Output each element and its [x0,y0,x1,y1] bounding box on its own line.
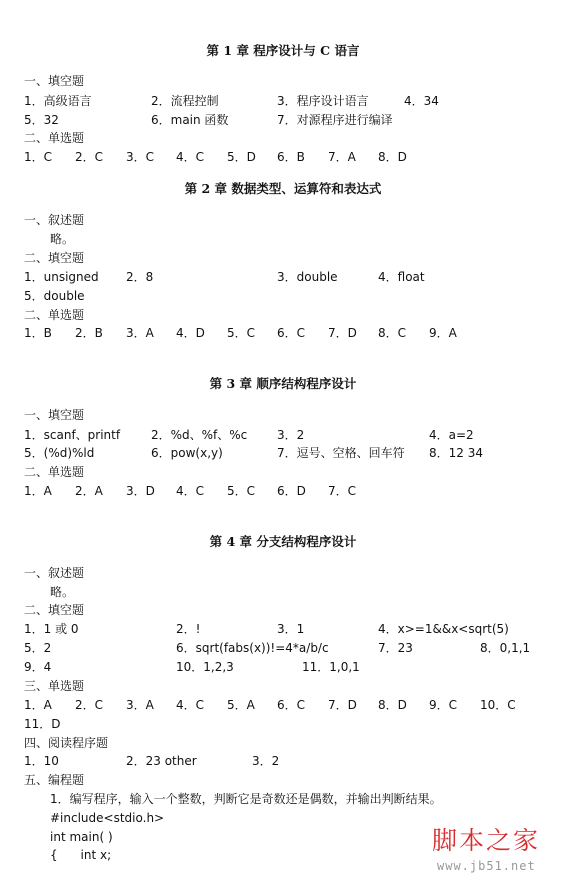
answer: 8．C [378,326,407,340]
answer: 6．C [277,698,306,712]
section-choice: 二、单选题 [24,465,85,479]
answer: 1．C [24,150,53,164]
watermark-logo: 脚本之家 [432,826,541,855]
watermark-url: www.jb51.net [437,859,536,873]
answer: 4．34 [404,94,439,108]
section-fill: 一、填空题 [24,408,85,422]
code-line: int main( ) [50,830,113,844]
answer: 3．D [126,484,155,498]
section-read: 四、阅读程序题 [24,736,109,750]
answer: 2．C [75,698,104,712]
answer: 4．C [176,698,205,712]
section-desc: 一、叙述题 [24,566,85,580]
answer: 5．C [227,326,256,340]
answer: 10．C [480,698,516,712]
answer: 8．D [378,150,407,164]
answer: 1．unsigned [24,270,99,284]
answer: 2．23 other [126,754,197,768]
answer: 8．12 34 [429,446,483,460]
answer: 5．2 [24,641,52,655]
answer: 6．D [277,484,306,498]
answer: 6．C [277,326,306,340]
answer: 2．! [176,622,201,636]
answer: 4．C [176,150,205,164]
answer: 7．D [328,326,357,340]
answer: 9．A [429,326,457,340]
answer: 1．高级语言 [24,94,92,108]
answer: 11．1,0,1 [302,660,360,674]
section-choice: 二、单选题 [24,131,85,145]
answer: 3．double [277,270,338,284]
answer: 8．0,1,1 [480,641,531,655]
answer: 3．程序设计语言 [277,94,369,108]
omit-text: 略。 [50,585,75,599]
answer: 6．main 函数 [151,113,229,127]
answer: 1．A [24,484,52,498]
omit-text: 略。 [50,232,75,246]
answer: 2．%d、%f、%c [151,428,248,442]
answer: 4．a=2 [429,428,474,442]
answer: 9．C [429,698,458,712]
answer: 3．A [126,326,154,340]
chapter-2-title: 第 2 章 数据类型、运算符和表达式 [184,181,382,196]
answer: 7．A [328,150,356,164]
answer: 1．A [24,698,52,712]
answer: 2．C [75,150,104,164]
answer: 4．D [176,326,205,340]
answer: 6．B [277,150,305,164]
answer: 5．32 [24,113,59,127]
section-choice: 三、单选题 [24,679,85,693]
answer: 3．C [126,150,155,164]
answer: 6．pow(x,y) [151,446,223,460]
chapter-4-title: 第 4 章 分支结构程序设计 [209,534,357,549]
answer: 4．float [378,270,425,284]
answer: 3．1 [277,622,305,636]
answer: 3．2 [277,428,305,442]
section-fill: 二、填空题 [24,251,85,265]
answer: 3．A [126,698,154,712]
chapter-1-title: 第 1 章 程序设计与 C 语言 [206,43,360,58]
code-line: #include<stdio.h> [50,811,165,825]
answer: 5．C [227,484,256,498]
answer: 1．scanf、printf [24,428,121,442]
answer: 5．(%d)%ld [24,446,95,460]
answer: 6．sqrt(fabs(x))!=4*a/b/c [176,641,329,655]
answer: 1．B [24,326,52,340]
chapter-3-title: 第 3 章 顺序结构程序设计 [209,376,357,391]
answer: 7．逗号、空格、回车符 [277,446,405,460]
answer: 4．x>=1&&x<sqrt(5) [378,622,509,636]
answer: 5．D [227,150,256,164]
program-question: 1．编写程序，输入一个整数，判断它是奇数还是偶数，并输出判断结果。 [50,792,442,806]
section-fill: 一、填空题 [24,74,85,88]
answer: 7．D [328,698,357,712]
answer: 10．1,2,3 [176,660,234,674]
section-program: 五、编程题 [24,773,85,787]
answer: 8．D [378,698,407,712]
section-desc: 一、叙述题 [24,213,85,227]
answer: 7．23 [378,641,413,655]
answer: 7．对源程序进行编译 [277,113,393,127]
section-fill: 二、填空题 [24,603,85,617]
answer: 5．A [227,698,255,712]
answer: 4．C [176,484,205,498]
answer: 2．流程控制 [151,94,219,108]
answer: 5．double [24,289,85,303]
answer: 2．B [75,326,103,340]
code-line: { int x; [50,848,112,862]
section-choice: 二、单选题 [24,308,85,322]
answer: 1．1 或 0 [24,622,79,636]
answer: 9．4 [24,660,52,674]
answer: 11．D [24,717,61,731]
answer: 2．A [75,484,103,498]
answer: 3．2 [252,754,280,768]
answer: 2．8 [126,270,154,284]
answer: 7．C [328,484,357,498]
answer: 1．10 [24,754,59,768]
